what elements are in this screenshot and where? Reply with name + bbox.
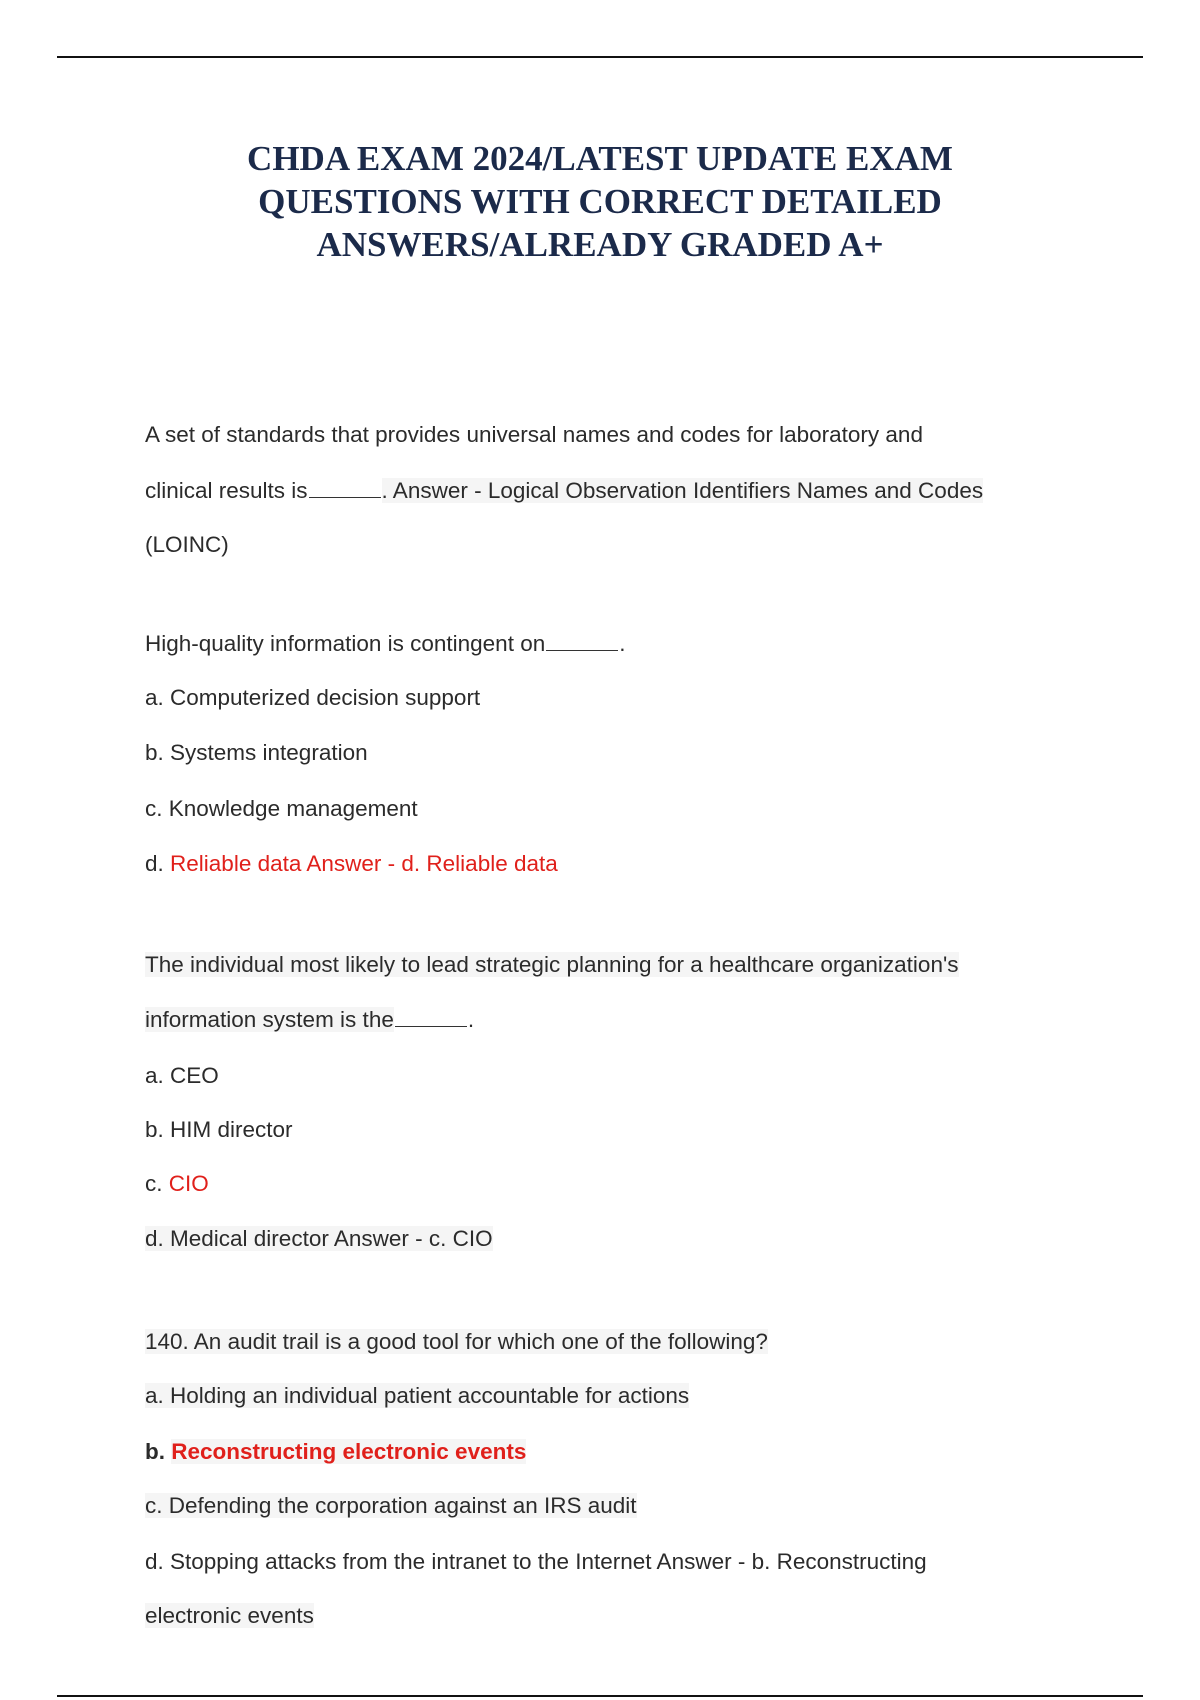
correct-answer: Reconstructing electronic events [171,1439,527,1464]
question-1-line-3: (LOINC) [145,532,229,557]
document-title [150,137,1050,266]
question-4-stem: 140. An audit trail is a good tool for which one of the following? [145,1329,768,1354]
question-2-option-a: a. Computerized decision support [145,685,481,710]
question-4-option-d-line-2: electronic events [145,1603,314,1628]
question-4-option-b: b. Reconstructing electronic events [145,1439,527,1464]
question-1-line-2: clinical results is . Answer - Logical Observation Identifiers Names and Codes [145,478,984,503]
question-4-option-c: c. Defending the corporation against an IRS audit [145,1493,637,1518]
correct-answer: Reliable data Answer - d. Reliable data [170,851,558,876]
title-line-1: CHDA EXAM 2024/LATEST UPDATE EXAM [247,139,953,178]
question-4-option-a: a. Holding an individual patient accountable for actions [145,1383,690,1408]
title-line-2: QUESTIONS WITH CORRECT DETAILED [258,182,942,221]
question-3-stem-line-2: information system is the . [145,1007,475,1032]
question-3-option-b: b. HIM director [145,1117,293,1142]
question-2-stem: High-quality information is contingent on . [145,631,626,656]
title-line-3: ANSWERS/ALREADY GRADED A+ [316,225,884,264]
question-3-option-c: c. CIO [145,1171,209,1196]
question-2-option-b: b. Systems integration [145,740,368,765]
answer-blank [309,477,381,498]
answer-blank [395,1006,467,1027]
question-2-option-d: d. Reliable data Answer - d. Reliable data [145,851,558,876]
question-3-option-d: d. Medical director Answer - c. CIO [145,1226,493,1251]
question-3-stem-line-1: The individual most likely to lead strategic planning for a healthcare organization's [145,952,959,977]
question-4-option-d-line-1: d. Stopping attacks from the intranet to the Internet Answer - b. Reconstructing [145,1549,927,1574]
top-rule [57,56,1143,58]
correct-answer: CIO [168,1171,209,1196]
bottom-rule [57,1695,1143,1697]
question-2-option-c: c. Knowledge management [145,796,418,821]
question-1-line-1: A set of standards that provides universal names and codes for laboratory and [145,422,923,447]
answer-blank [546,630,618,651]
question-3-option-a: a. CEO [145,1063,219,1088]
